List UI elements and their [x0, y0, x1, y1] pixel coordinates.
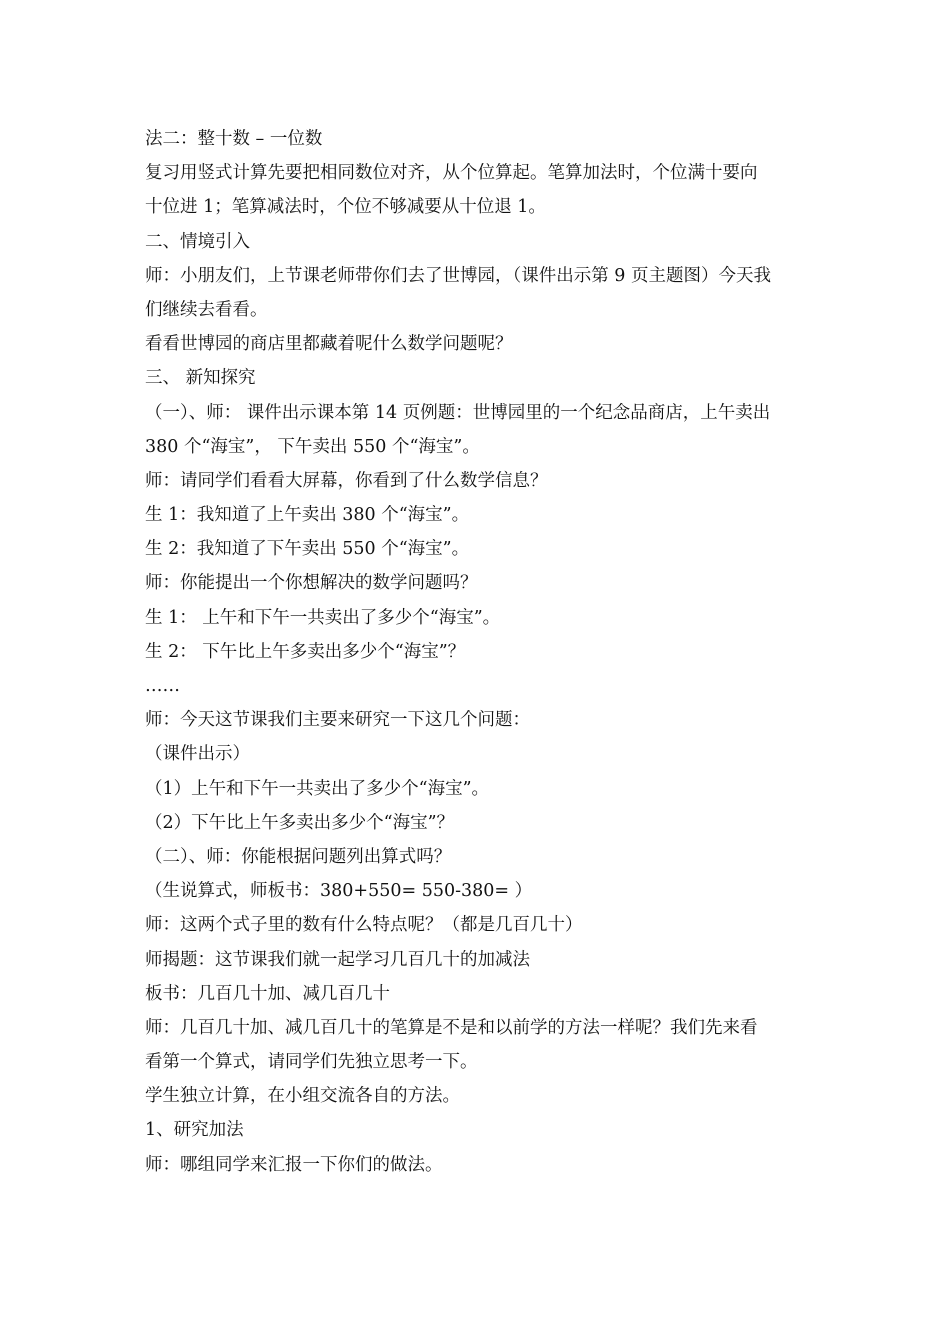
section-heading: 三、 新知探究	[145, 368, 256, 389]
text-line: ……	[145, 676, 180, 696]
text-line: 十位进 1；笔算减法时，个位不够减要从十位退 1。	[145, 197, 546, 218]
text-line: 生 1： 上午和下午一共卖出了多少个“海宝”。	[145, 607, 501, 628]
text-line: 生 2：我知道了下午卖出 550 个“海宝”。	[145, 539, 470, 560]
section-heading: 1、研究加法	[145, 1120, 244, 1141]
text-line: 师：小朋友们，上节课老师带你们去了世博园，（课件出示第 9 页主题图）今天我	[145, 265, 772, 286]
text-line: 师：你能提出一个你想解决的数学问题吗？	[145, 573, 478, 594]
text-line: 生 2： 下午比上午多卖出多少个“海宝”？	[145, 641, 466, 662]
text-line: 380 个“海宝”， 下午卖出 550 个“海宝”。	[145, 436, 480, 457]
text-line: 看第一个算式，请同学们先独立思考一下。	[145, 1052, 478, 1073]
text-line: 学生独立计算，在小组交流各自的方法。	[145, 1086, 460, 1107]
text-line: 看看世博园的商店里都藏着呢什么数学问题呢？	[145, 334, 513, 355]
text-line: （课件出示）	[145, 744, 250, 765]
text-line: （1）上午和下午一共卖出了多少个“海宝”。	[145, 778, 490, 799]
text-line: 们继续去看看。	[145, 299, 268, 320]
document-body	[145, 122, 815, 1182]
text-line: 师：哪组同学来汇报一下你们的做法。	[145, 1154, 443, 1175]
text-line: 复习用竖式计算先要把相同数位对齐，从个位算起。笔算加法时，个位满十要向	[145, 163, 758, 184]
text-line: 师：这两个式子里的数有什么特点呢？（都是几百几十）	[145, 915, 583, 936]
text-line: 师：请同学们看看大屏幕，你看到了什么数学信息？	[145, 470, 548, 491]
text-line: 法二：整十数 – 一位数	[145, 129, 323, 149]
text-line: （2）下午比上午多卖出多少个“海宝”？	[145, 812, 455, 833]
text-line: 师：今天这节课我们主要来研究一下这几个问题：	[145, 710, 530, 731]
text-line: （一）、师： 课件出示课本第 14 页例题：世博园里的一个纪念品商店，上午卖出	[145, 402, 771, 423]
section-heading: 二、情境引入	[145, 231, 250, 252]
text-line: 生 1：我知道了上午卖出 380 个“海宝”。	[145, 505, 470, 526]
text-line: 师：几百几十加、减几百几十的笔算是不是和以前学的方法一样呢？我们先来看	[145, 1017, 758, 1038]
text-line: 师揭题：这节课我们就一起学习几百几十的加减法	[145, 949, 530, 970]
text-line: 板书：几百几十加、减几百几十	[145, 983, 390, 1004]
text-line: （二）、师：你能根据问题列出算式吗？	[145, 846, 452, 867]
text-line: （生说算式，师板书：380+550= 550-380= ）	[145, 881, 533, 902]
